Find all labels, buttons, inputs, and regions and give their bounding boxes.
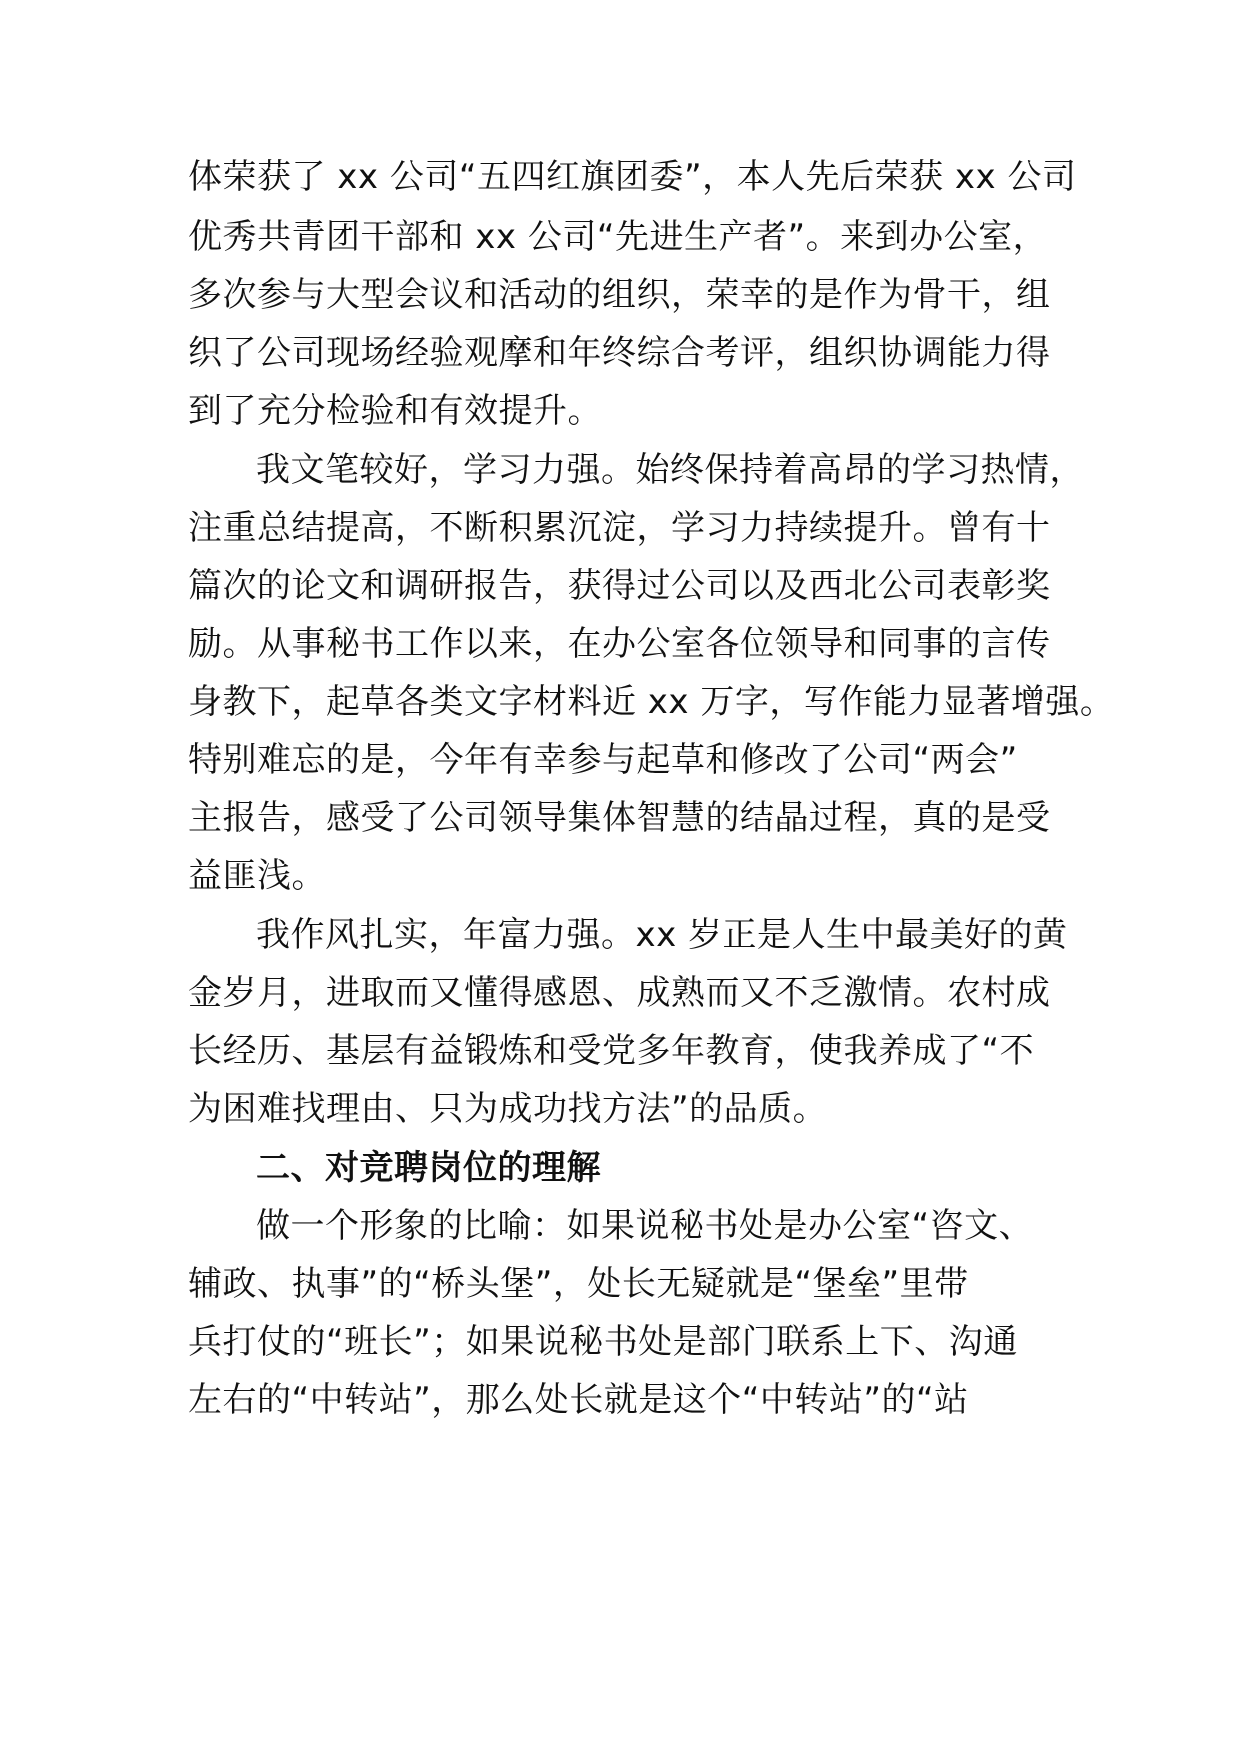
paragraph-line: 体荣获了 xx 公司“五四红旗团委”，本人先后荣获 xx 公司 — [188, 157, 1077, 197]
paragraph-line: 兵打仗的“班长”；如果说秘书处是部门联系上下、沟通 — [188, 1322, 1018, 1362]
section-heading: 二、对竞聘岗位的理解 — [256, 1148, 601, 1188]
paragraph-line: 益匪浅。 — [188, 856, 326, 896]
paragraph-line: 到了充分检验和有效提升。 — [188, 391, 602, 431]
paragraph-line: 左右的“中转站”，那么处长就是这个“中转站”的“站 — [188, 1380, 969, 1420]
paragraph-line: 我文笔较好，学习力强。始终保持着高昂的学习热情， — [256, 450, 1084, 490]
paragraph-line: 特别难忘的是，今年有幸参与起草和修改了公司“两会” — [188, 740, 1018, 780]
paragraph-line: 主报告，感受了公司领导集体智慧的结晶过程，真的是受 — [188, 798, 1051, 838]
paragraph-line: 金岁月，进取而又懂得感恩、成熟而又不乏激情。农村成 — [188, 973, 1051, 1013]
paragraph-line: 长经历、基层有益锻炼和受党多年教育，使我养成了“不 — [188, 1031, 1035, 1071]
paragraph-line: 注重总结提高，不断积累沉淀，学习力持续提升。曾有十 — [188, 508, 1051, 548]
paragraph-line: 做一个形象的比喻：如果说秘书处是办公室“咨文、 — [256, 1206, 1034, 1246]
paragraph-line: 优秀共青团干部和 xx 公司“先进生产者”。来到办公室， — [188, 217, 1048, 257]
paragraph-line: 为困难找理由、只为成功找方法”的品质。 — [188, 1089, 828, 1129]
paragraph-line: 我作风扎实，年富力强。xx 岁正是人生中最美好的黄 — [256, 915, 1068, 955]
paragraph-line: 多次参与大型会议和活动的组织，荣幸的是作为骨干，组 — [188, 275, 1051, 315]
paragraph-line: 身教下，起草各类文字材料近 xx 万字，写作能力显著增强。 — [188, 682, 1115, 722]
paragraph-line: 篇次的论文和调研报告，获得过公司以及西北公司表彰奖 — [188, 566, 1051, 606]
paragraph-line: 辅政、执事”的“桥头堡”，处长无疑就是“堡垒”里带 — [188, 1264, 969, 1304]
paragraph-line: 织了公司现场经验观摩和年终综合考评，组织协调能力得 — [188, 333, 1051, 373]
paragraph-line: 励。从事秘书工作以来，在办公室各位领导和同事的言传 — [188, 624, 1051, 664]
